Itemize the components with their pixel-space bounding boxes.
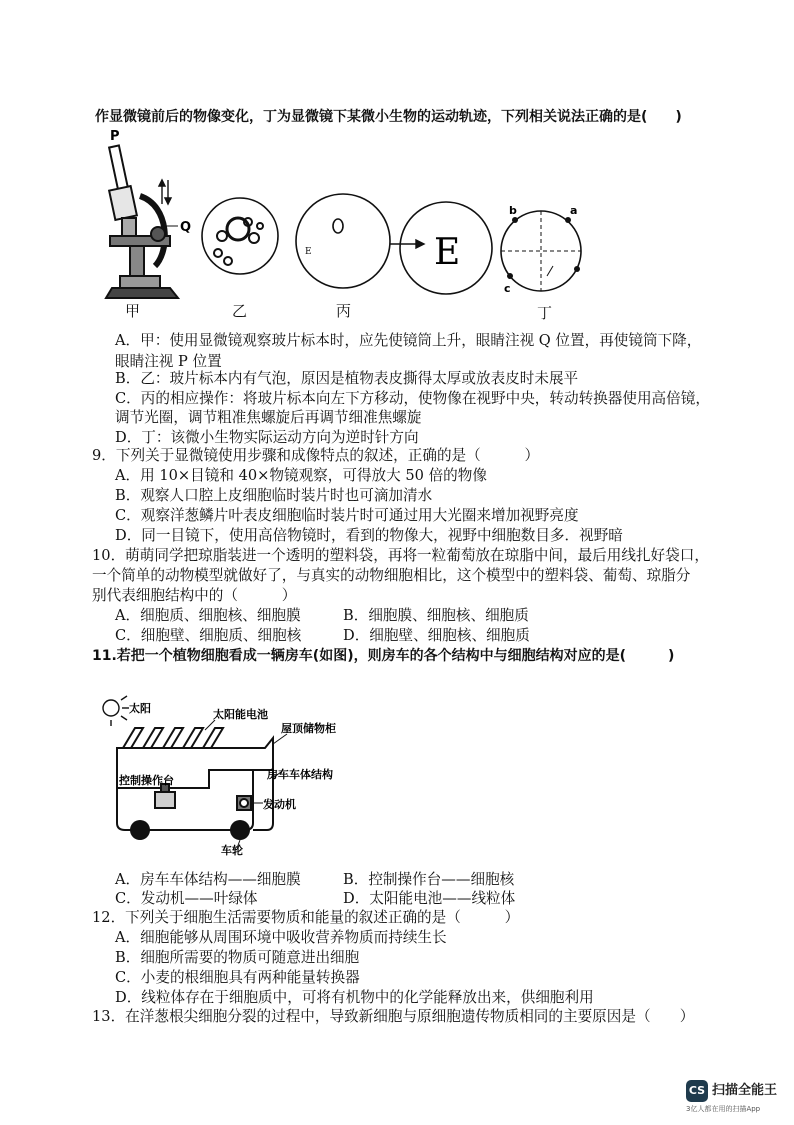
q9-option-c: C．观察洋葱鳞片叶表皮细胞临时装片时可通过用大光圈来增加视野亮度 [115,507,579,524]
q8-option-a-line1: A．甲：使用显微镜观察玻片标本时，应先使镜筒上升，眼睛注视 Q 位置，再使镜筒下降， [115,332,702,349]
q8-option-d: D．丁：该微小生物实际运动方向为逆时针方向 [115,429,419,446]
q11-option-b: B．控制操作台——细胞核 [343,871,515,888]
label-sun: 太阳 [129,702,151,715]
svg-text:E: E [305,247,312,257]
q9-option-a: A．用 10×目镜和 40×物镜观察，可得放大 50 倍的物像 [115,467,487,484]
letter-q: Q [180,220,192,235]
q13-stem: 13．在洋葱根尖细胞分裂的过程中，导致新细胞与原细胞遗传物质相同的主要原因是（ ） [92,1008,695,1025]
rv-figure [95,688,355,858]
q12-stem: 12．下列关于细胞生活需要物质和能量的叙述正确的是（ ） [92,909,520,926]
q8-option-c-line1: C．丙的相应操作：将玻片标本向左下方移动，使物像在视野中央，转动转换器使用高倍镜， [115,390,710,407]
q9-stem: 9．下列关于显微镜使用步骤和成像特点的叙述，正确的是（ ） [92,447,540,464]
trajectory-field [501,211,581,291]
label-wheel: 车轮 [221,844,243,857]
scanner-logo-icon: CS [686,1080,708,1102]
q10-option-b: B．细胞膜、细胞核、细胞质 [343,607,529,624]
q11-option-a: A．房车车体结构——细胞膜 [115,871,301,888]
q11-stem: 11.若把一个植物细胞看成一辆房车(如图)，则房车的各个结构中与细胞结构对应的是( ) [92,648,675,664]
q8-option-a-line2: 眼睛注视 P 位置 [115,353,222,370]
q8-option-c-line2: 调节光圈，调节粗准焦螺旋后再调节细准焦螺旋 [115,409,422,426]
letter-e: E [434,232,461,273]
label-jia: 甲 [125,302,141,320]
q11-option-d: D．太阳能电池——线粒体 [343,890,516,907]
q9-option-b: B．观察人口腔上皮细胞临时装片时也可滴加清水 [115,487,433,504]
q11-option-c: C．发动机——叶绿体 [115,890,258,907]
q12-option-d: D．线粒体存在于细胞质中，可将有机物中的化学能释放出来，供细胞利用 [115,989,594,1006]
field-bubbles [202,198,278,274]
q12-option-a: A．细胞能够从周围环境中吸收营养物质而持续生长 [115,929,447,946]
letter-a: a [570,204,578,217]
sun-icon [103,696,129,726]
letter-p: P [110,129,120,144]
label-engine: 发动机 [263,798,296,811]
q10-stem-line3: 别代表细胞结构中的（ ） [92,587,297,604]
letter-c: c [504,282,511,295]
q8-stem: 作显微镜前后的物像变化，丁为显微镜下某微小生物的运动轨迹，下列相关说法正确的是( ) [95,109,682,125]
label-control-console: 控制操作台 [119,774,174,787]
q10-option-a: A．细胞质、细胞核、细胞膜 [115,607,301,624]
scanner-watermark: CS 扫描全能王 3亿人都在用的扫描App [686,1078,786,1118]
q9-option-d: D．同一目镜下，使用高倍物镜时，看到的物像大，视野中细胞数目多．视野暗 [115,527,623,544]
label-rv-body: 房车车体结构 [267,768,333,781]
label-ding: 丁 [537,304,553,322]
q10-stem-line2: 一个简单的动物模型就做好了，与真实的动物细胞相比，这个模型中的塑料袋、葡萄、琼脂分 [92,567,691,584]
label-solar-panel: 太阳能电池 [213,708,268,721]
microscope-figure [100,126,600,326]
label-yi: 乙 [232,302,248,320]
label-roof-storage: 屋顶储物柜 [281,722,336,735]
q10-stem-line1: 10．萌萌同学把琼脂装进一个透明的塑料袋，再将一粒葡萄放在琼脂中间，最后用线扎好袋口， [92,547,709,564]
field-before [296,194,390,288]
label-bing: 丙 [336,302,352,320]
q12-option-b: B．细胞所需要的物质可随意进出细胞 [115,949,360,966]
microscope-icon [106,145,178,298]
q10-option-d: D．细胞壁、细胞核、细胞质 [343,627,530,644]
letter-b: b [509,204,517,217]
q8-option-b: B．乙：玻片标本内有气泡，原因是植物表皮撕得太厚或放表皮时未展平 [115,370,579,387]
q12-option-c: C．小麦的根细胞具有两种能量转换器 [115,969,360,986]
q10-option-c: C．细胞壁、细胞质、细胞核 [115,627,302,644]
